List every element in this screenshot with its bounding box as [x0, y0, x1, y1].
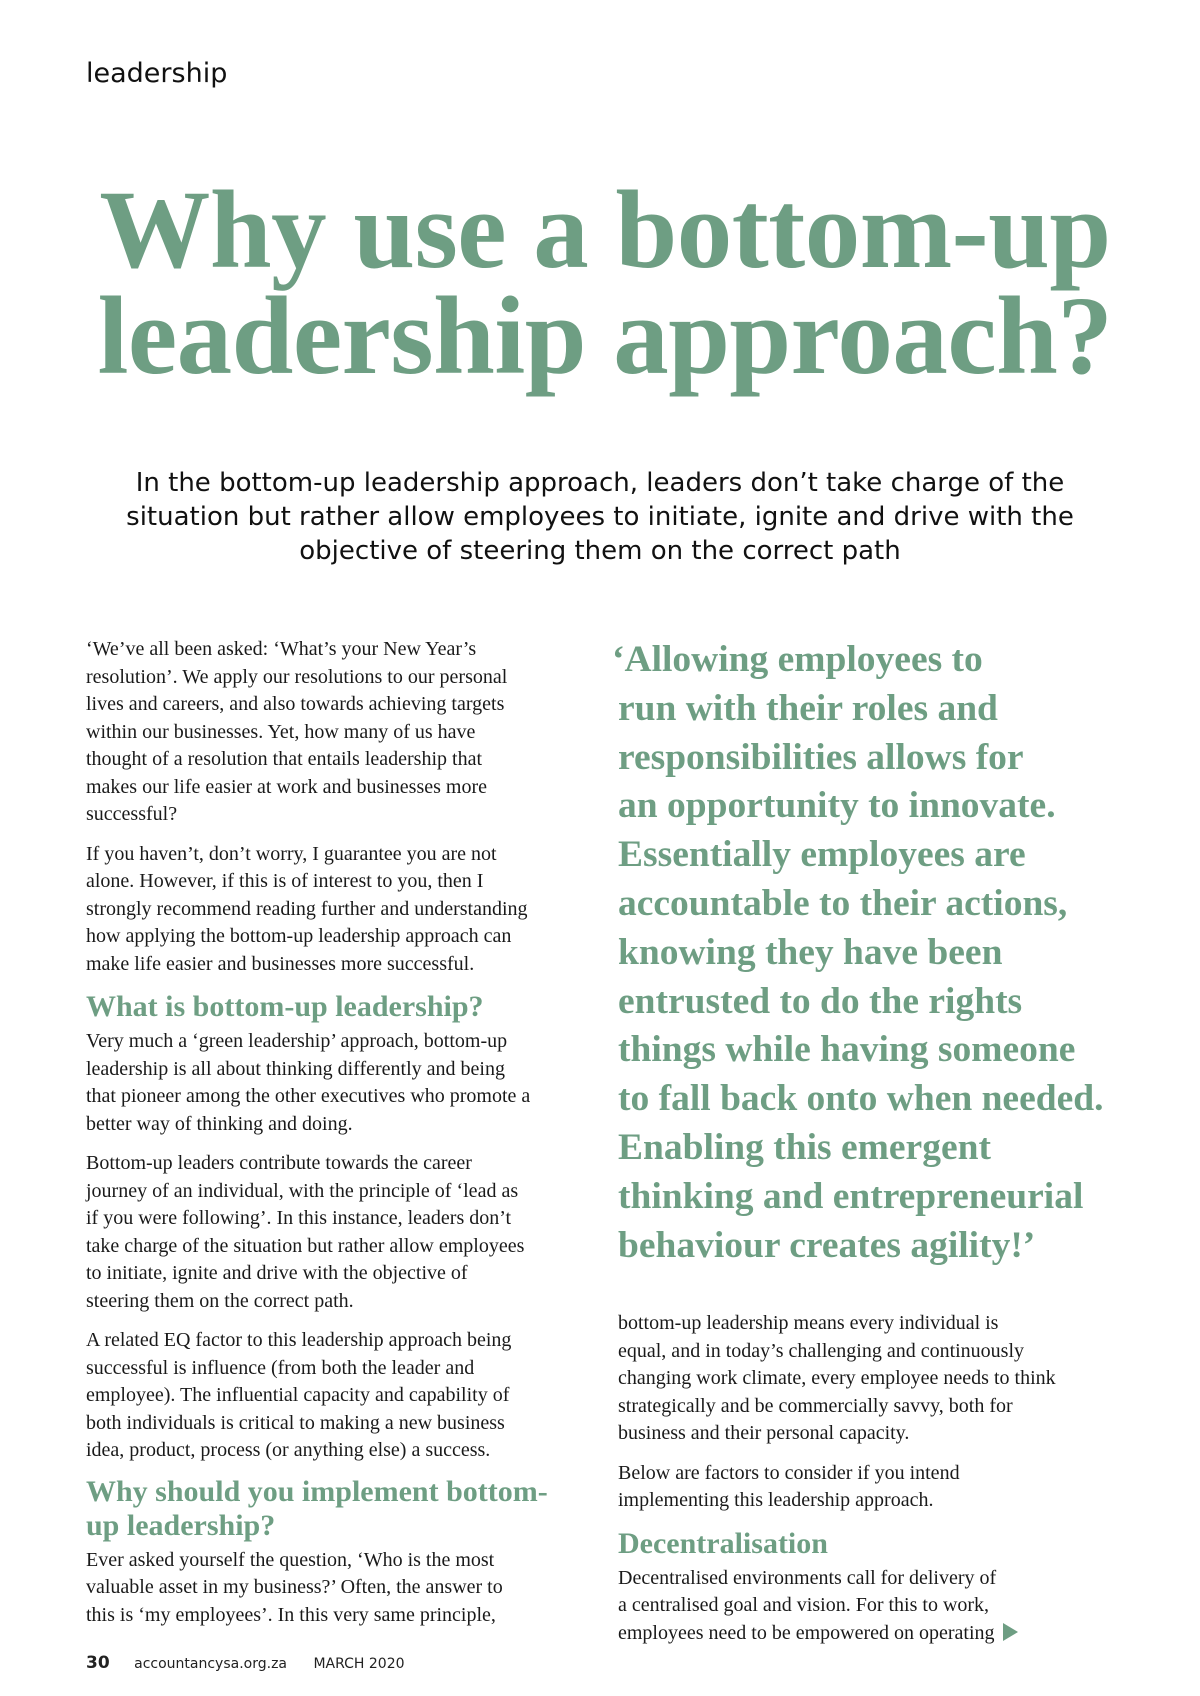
text-line: both individuals is critical to making a new business — [86, 1411, 505, 1434]
paragraph — [86, 1028, 596, 1138]
text-line: take charge of the situation but rather allow employees — [86, 1234, 525, 1257]
text-line: thinking and entrepreneurial — [618, 1175, 1084, 1217]
text-line: successful is influence (from both the leader and — [86, 1356, 475, 1379]
text-line: within our businesses. Yet, how many of us have — [86, 720, 476, 743]
text-line: steering them on the correct path. — [86, 1289, 354, 1312]
section-label: leadership — [86, 58, 228, 89]
text-line: ‘We’ve all been asked: ‘What’s your New Year’s — [86, 638, 477, 660]
text-line: idea, product, process (or anything else) a success. — [86, 1439, 491, 1461]
standfirst — [110, 466, 1090, 568]
text-line: If you haven’t, don’t worry, I guarantee you are not — [86, 842, 497, 865]
text-line: equal, and in today’s challenging and continuously — [618, 1339, 1025, 1362]
text-line: make life easier and businesses more successful. — [86, 952, 475, 975]
paragraph — [86, 636, 596, 829]
headline — [60, 169, 1150, 398]
text-line: how applying the bottom-up leadership approach can — [86, 925, 512, 947]
subheading — [86, 990, 596, 1024]
text-line: Decentralised environments call for delivery of — [618, 1566, 997, 1589]
footer — [86, 1653, 405, 1673]
text-line: lives and careers, and also towards achieving targets — [86, 693, 505, 715]
paragraph — [618, 1460, 1138, 1515]
text-line: leadership is all about thinking differently and being — [86, 1057, 505, 1080]
subheading-line: Why should you implement bottom- — [86, 1474, 548, 1508]
text-line: to fall back onto when needed. — [618, 1078, 1104, 1120]
text-line: thought of a resolution that entails leadership that — [86, 748, 483, 770]
text-line: that pioneer among the other executives who promote a — [86, 1085, 531, 1107]
text-line: behaviour creates agility!’ — [618, 1224, 1036, 1266]
standfirst-line: situation but rather allow employees to initiate, ignite and drive with the — [126, 502, 1074, 532]
website-link[interactable]: accountancysa.org.za — [134, 1656, 287, 1672]
text-line: resolution’. We apply our resolutions to our personal — [86, 665, 508, 688]
text-line: makes our life easier at work and businesses more — [86, 775, 487, 798]
text-line: knowing they have been — [618, 931, 1003, 973]
issue-date: MARCH 2020 — [313, 1656, 405, 1672]
text-line: Essentially employees are — [618, 834, 1026, 876]
page-number: 30 — [86, 1653, 110, 1673]
text-line: ‘Allowing employees to — [612, 639, 983, 680]
headline-line: leadership approach? — [97, 275, 1113, 398]
headline-line: Why use a bottom-up — [99, 169, 1111, 292]
standfirst-line: objective of steering them on the correct path — [299, 536, 901, 566]
subheading — [618, 1527, 1138, 1561]
text-line: strongly recommend reading further and understanding — [86, 897, 528, 920]
text-line: alone. However, if this is of interest to you, then I — [86, 870, 484, 892]
text-line: strategically and be commercially savvy, both for — [618, 1394, 1013, 1417]
text-line: Enabling this emergent — [618, 1126, 991, 1168]
standfirst-line: In the bottom-up leadership approach, leaders don’t take charge of the — [135, 468, 1065, 498]
subheading-line: Decentralisation — [618, 1526, 828, 1560]
text-line: Below are factors to consider if you intend — [618, 1461, 960, 1484]
paragraph — [86, 1327, 596, 1465]
continue-arrow-icon — [1003, 1623, 1018, 1641]
text-line: Bottom-up leaders contribute towards the career — [86, 1152, 472, 1174]
paragraph — [618, 1565, 1138, 1648]
text-line: Ever asked yourself the question, ‘Who is the most — [86, 1548, 495, 1571]
paragraph — [86, 1547, 596, 1630]
text-line: this is ‘my employees’. In this very same principle, — [86, 1603, 496, 1626]
paragraph — [86, 1150, 596, 1315]
text-line: changing work climate, every employee needs to think — [618, 1367, 1056, 1390]
text-line: successful? — [86, 803, 178, 825]
text-line: journey of an individual, with the principle of ‘lead as — [86, 1179, 519, 1202]
subheading — [86, 1475, 596, 1543]
paragraph — [86, 841, 596, 979]
text-line: entrusted to do the rights — [618, 980, 1023, 1022]
text-line: things while having someone — [618, 1029, 1076, 1071]
text-line: if you were following’. In this instance, leaders don’t — [86, 1207, 512, 1229]
left-column — [86, 636, 596, 1641]
text-line: business and their personal capacity. — [618, 1422, 910, 1445]
paragraph — [618, 1310, 1138, 1448]
right-column — [612, 636, 1138, 1659]
text-line: responsibilities allows for — [618, 736, 1024, 778]
text-line: implementing this leadership approach. — [618, 1489, 934, 1512]
text-line: a centralised goal and vision. For this to work, — [618, 1594, 990, 1617]
subheading-line: up leadership? — [86, 1508, 276, 1542]
text-line: bottom-up leadership means every individual is — [618, 1312, 999, 1335]
text-line: A related EQ factor to this leadership approach being — [86, 1329, 512, 1351]
text-line: Very much a ‘green leadership’ approach, bottom-up — [86, 1030, 508, 1052]
text-line: accountable to their actions, — [618, 882, 1068, 924]
text-line: better way of thinking and doing. — [86, 1112, 353, 1135]
text-line: an opportunity to innovate. — [618, 785, 1056, 827]
text-line: run with their roles and — [618, 687, 998, 729]
subheading-line: What is bottom-up leadership? — [86, 990, 484, 1023]
text-line: employees need to be empowered on operating — [618, 1620, 1138, 1648]
text-line: to initiate, ignite and drive with the objective of — [86, 1262, 468, 1284]
text-line: employee). The influential capacity and capability of — [86, 1384, 510, 1406]
pull-quote — [612, 636, 1138, 1270]
text-line: valuable asset in my business?’ Often, the answer to — [86, 1576, 503, 1598]
